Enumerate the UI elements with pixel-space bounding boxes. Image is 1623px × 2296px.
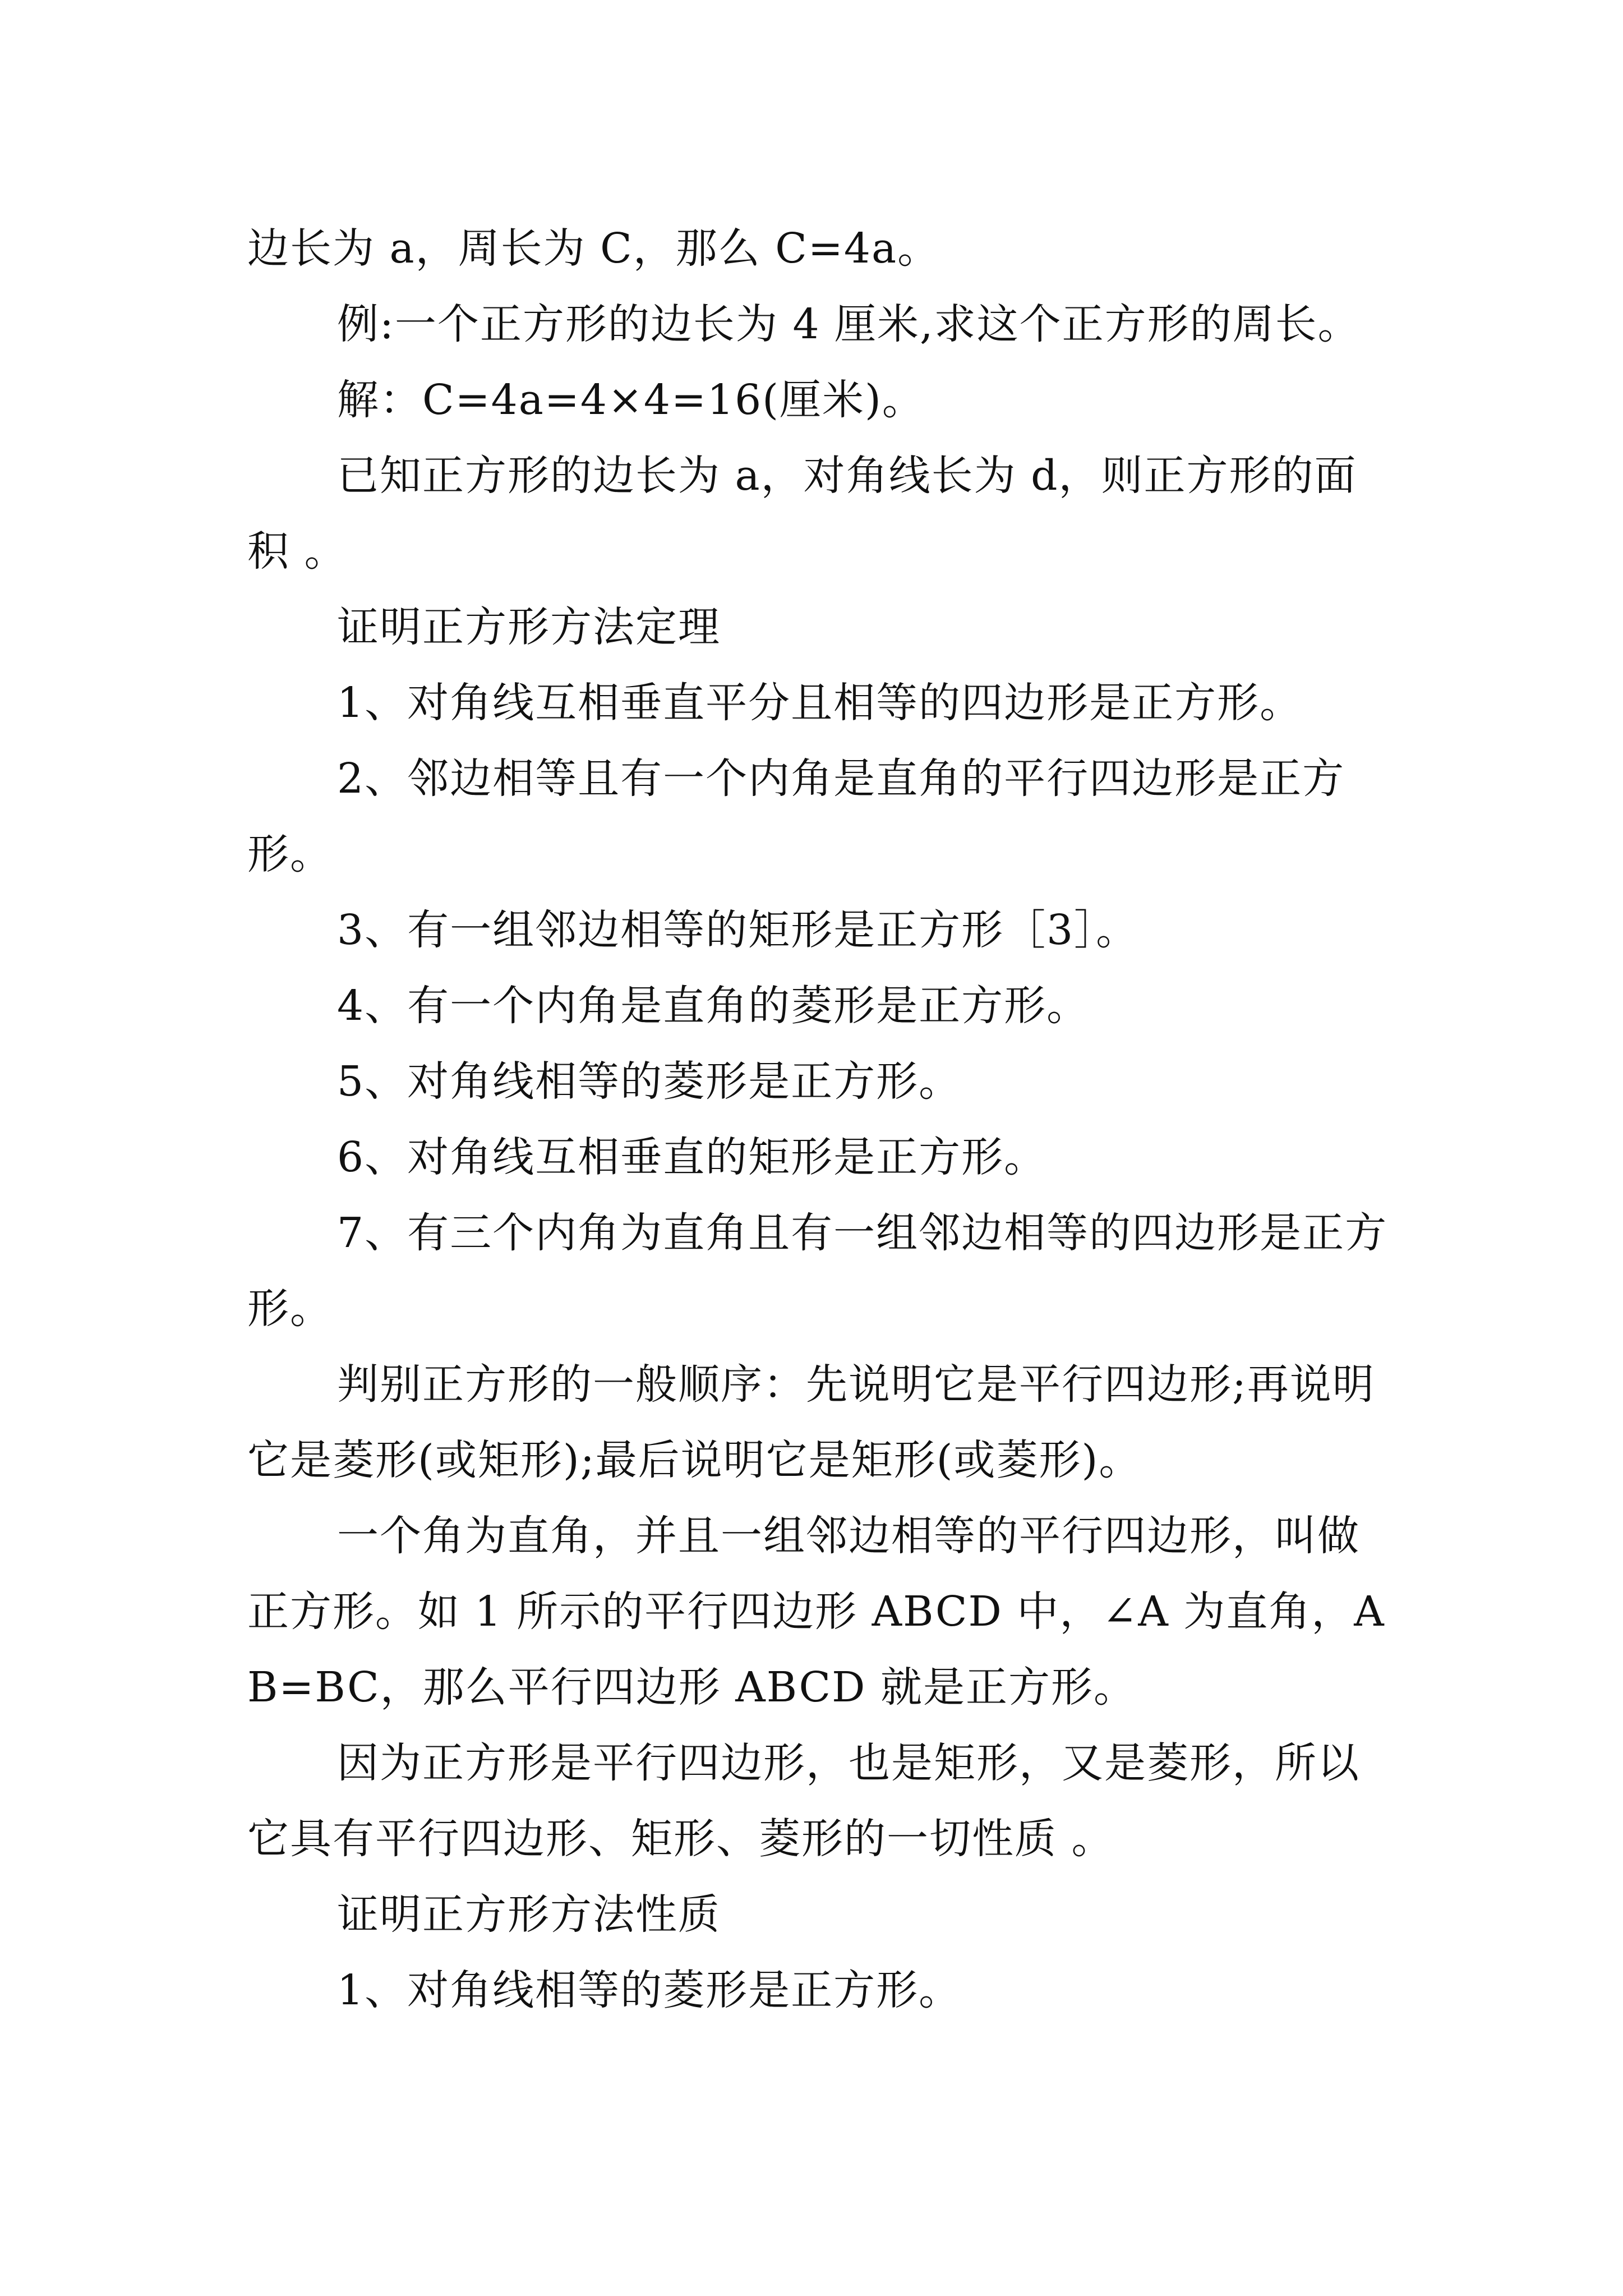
paragraph-13: 判别正方形的一般顺序：先说明它是平行四边形;再说明它是菱形(或矩形);最后说明它是矩形(或菱形)。 <box>247 1360 1375 1484</box>
paragraph-9: 4、有一个内角是直角的菱形是正方形。 <box>337 982 1090 1030</box>
paragraph-12: 7、有三个内角为直角且有一组邻边相等的四边形是正方形。 <box>247 1209 1388 1333</box>
paragraph-15: 因为正方形是平行四边形，也是矩形，又是菱形，所以它具有平行四边形、矩形、菱形的一切性质 。 <box>247 1739 1360 1863</box>
paragraph-14: 一个角为直角，并且一组邻边相等的平行四边形，叫做正方形。如 1 所示的平行四边形 ABCD 中，∠A 为直角，AB=BC，那么平行四边形 ABCD 就是正方形。 <box>247 1512 1385 1711</box>
paragraph-3: 解：C=4a=4×4=16(厘米)。 <box>337 376 925 424</box>
paragraph-2: 例:一个正方形的边长为 4 厘米,求这个正方形的周长。 <box>337 300 1361 348</box>
document-body <box>247 211 1391 2028</box>
paragraph-6: 1、对角线互相垂直平分且相等的四边形是正方形。 <box>337 679 1303 727</box>
section-heading-property: 证明正方形方法性质 <box>337 1890 721 1939</box>
paragraph-11: 6、对角线互相垂直的矩形是正方形。 <box>337 1133 1047 1181</box>
paragraph-1: 边长为 a，周长为 C，那么 C=4a。 <box>247 224 940 273</box>
paragraph-4: 已知正方形的边长为 a，对角线长为 d，则正方形的面积 。 <box>247 452 1357 576</box>
paragraph-10: 5、对角线相等的菱形是正方形。 <box>337 1057 962 1106</box>
paragraph-8: 3、有一组邻边相等的矩形是正方形［3］。 <box>337 906 1139 954</box>
paragraph-17: 1、对角线相等的菱形是正方形。 <box>337 1966 962 2014</box>
paragraph-7: 2、邻边相等且有一个内角是直角的平行四边形是正方形。 <box>247 754 1345 878</box>
section-heading-theorem: 证明正方形方法定理 <box>337 603 721 651</box>
